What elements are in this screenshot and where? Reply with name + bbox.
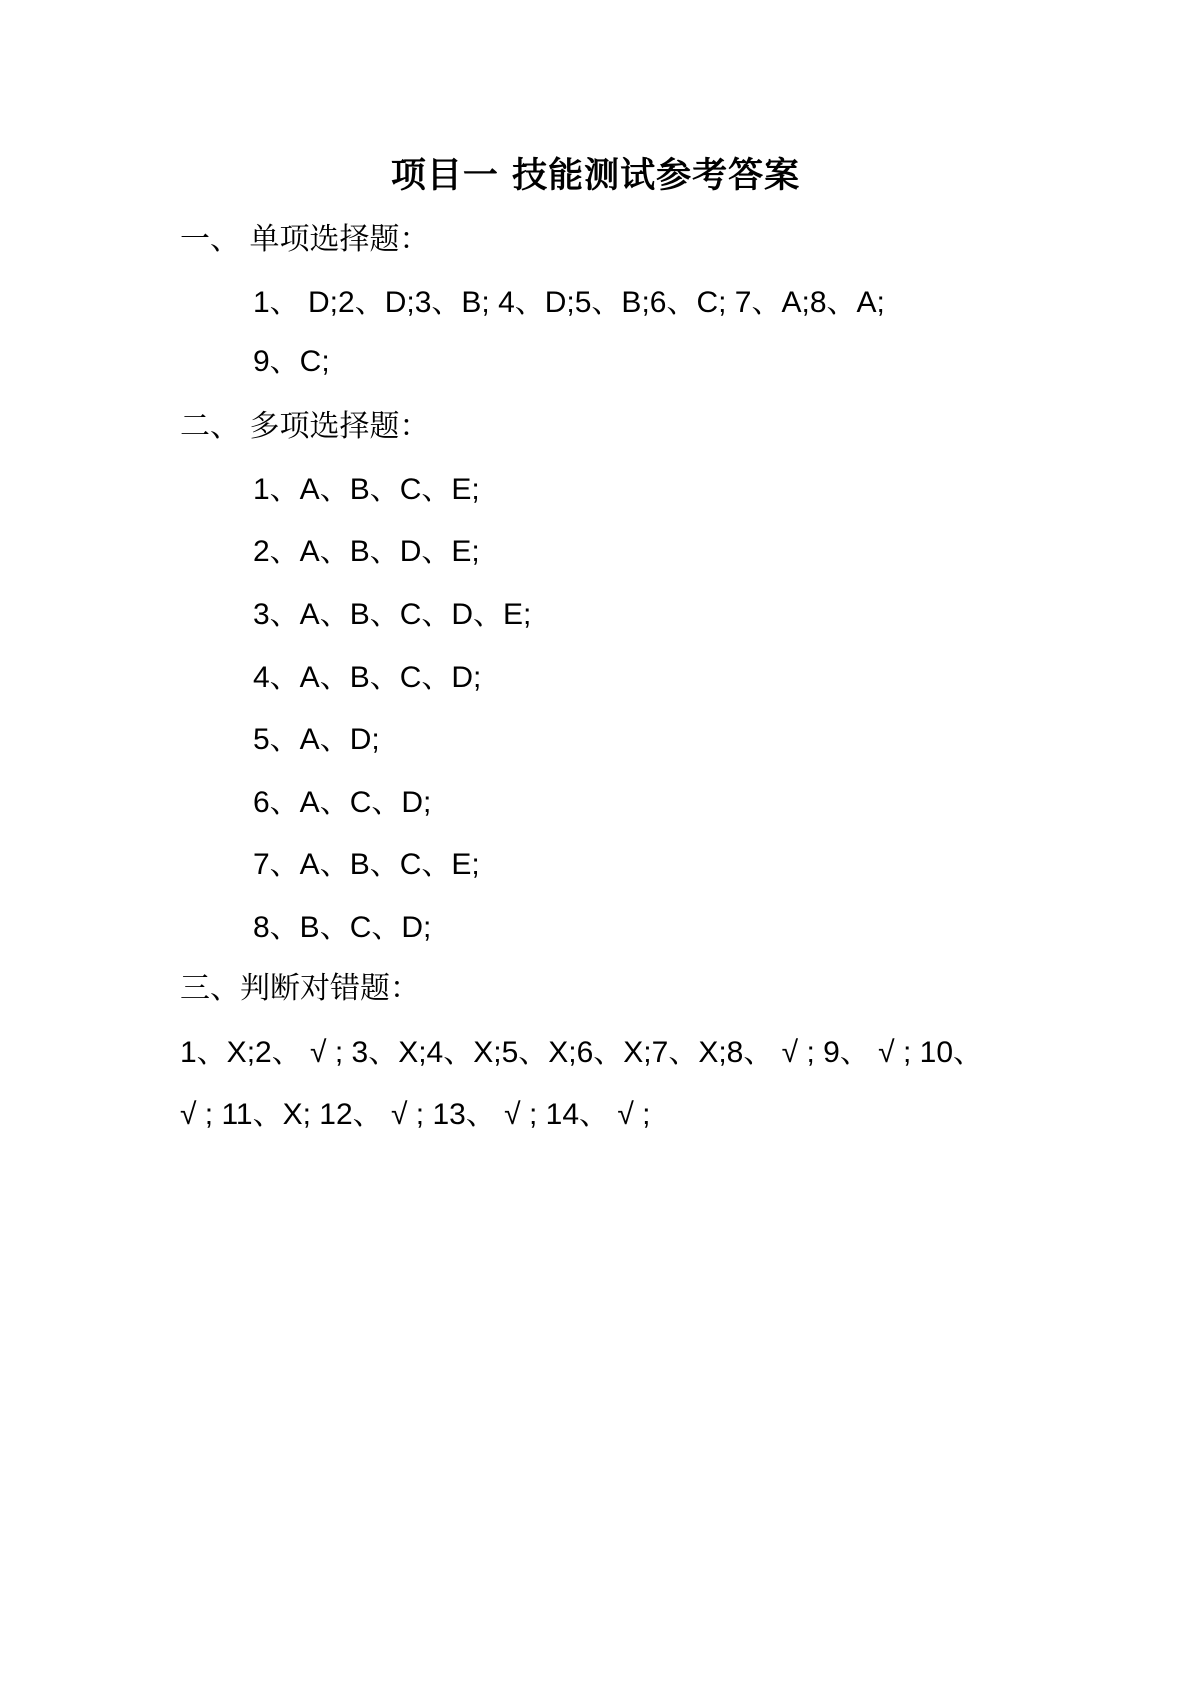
answer-line: 9、C; — [253, 345, 330, 378]
answer-line: 8、B、C、D; — [253, 911, 432, 944]
document-title: 项目一 技能测试参考答案 — [390, 155, 801, 196]
answer-line: 1、A、B、C、E; — [253, 473, 480, 506]
section-heading-single-choice: 一、 单项选择题： — [180, 222, 430, 257]
answer-line: 4、A、B、C、D; — [253, 661, 482, 694]
answer-line: 3、A、B、C、D、E; — [253, 598, 532, 631]
section-heading-multiple-choice: 二、 多项选择题： — [180, 409, 430, 444]
true-false-answer-line: √ ; 11、X; 12、 √ ; 13、 √ ; 14、 √ ; — [180, 1098, 651, 1131]
answer-line: 1、 D;2、D;3、B; 4、D;5、B;6、C; 7、A;8、A; — [253, 286, 885, 319]
true-false-answer-line: 1、X;2、 √ ; 3、X;4、X;5、X;6、X;7、X;8、 √ ; 9、 √ ; 10、 — [180, 1036, 984, 1069]
answer-line: 7、A、B、C、E; — [253, 848, 480, 881]
answer-line: 5、A、D; — [253, 723, 380, 756]
answer-line: 6、A、C、D; — [253, 786, 432, 819]
section-heading-true-false: 三、判断对错题： — [180, 971, 420, 1006]
answer-line: 2、A、B、D、E; — [253, 535, 480, 568]
